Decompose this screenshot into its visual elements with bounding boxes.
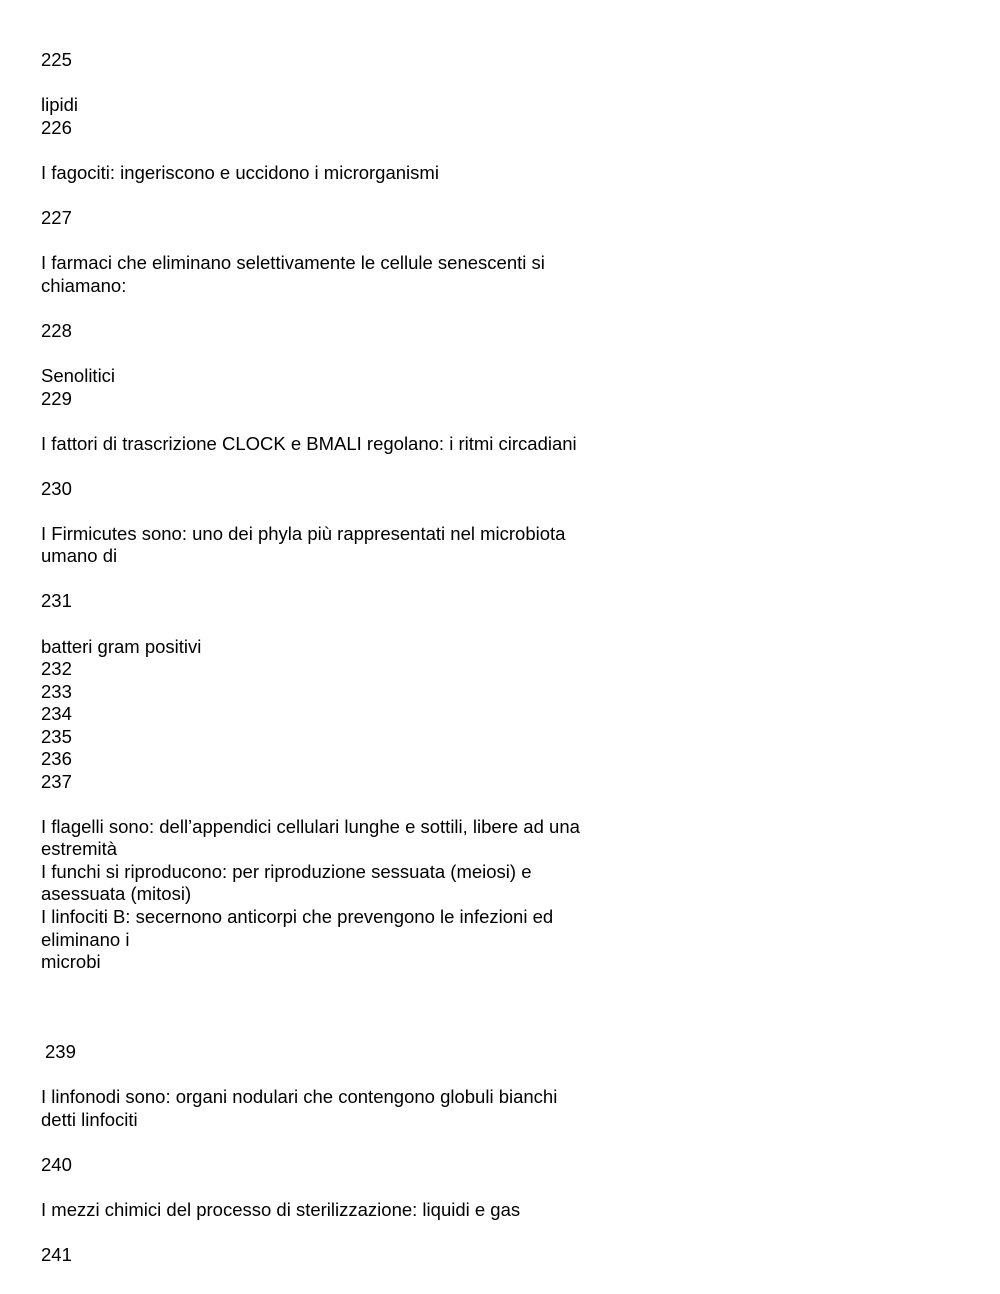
text-line: 227 <box>41 207 72 228</box>
text-line: I flagelli sono: dell’appendici cellulari lunghe e sottili, libere ad una <box>41 816 580 837</box>
text-line: I linfociti B: secernono anticorpi che prevengono le infezioni ed <box>41 906 554 927</box>
text-line: 228 <box>41 320 72 341</box>
text-line: 234 <box>41 703 72 724</box>
text-line: 226 <box>41 117 72 138</box>
text-line: I mezzi chimici del processo di sterilizzazione: liquidi e gas <box>41 1199 521 1220</box>
text-line: eliminano i <box>41 929 130 950</box>
text-line: 237 <box>41 771 72 792</box>
text-line: I fagociti: ingeriscono e uccidono i microrganismi <box>41 162 439 183</box>
text-line: chiamano: <box>41 275 127 296</box>
text-line: 233 <box>41 681 72 702</box>
text-line: 229 <box>41 388 72 409</box>
text-line: 241 <box>41 1244 72 1265</box>
text-line: umano di <box>41 545 118 566</box>
text-line: 232 <box>41 658 72 679</box>
text-line: 225 <box>41 49 72 70</box>
text-line: I linfonodi sono: organi nodulari che contengono globuli bianchi <box>41 1086 558 1107</box>
text-line: 240 <box>41 1154 72 1175</box>
text-line: I funchi si riproducono: per riproduzione sessuata (meiosi) e <box>41 861 532 882</box>
text-line: batteri gram positivi <box>41 636 202 657</box>
text-line: lipidi <box>41 94 79 115</box>
text-line: 235 <box>41 726 72 747</box>
text-line: 239 <box>45 1041 76 1062</box>
text-line: asessuata (mitosi) <box>41 883 192 904</box>
text-line: I fattori di trascrizione CLOCK e BMALI regolano: i ritmi circadiani <box>41 433 577 454</box>
text-line: I Firmicutes sono: uno dei phyla più rappresentati nel microbiota <box>41 523 566 544</box>
text-line: I farmaci che eliminano selettivamente le cellule senescenti si <box>41 252 545 273</box>
text-line: 231 <box>41 590 72 611</box>
text-line: microbi <box>41 951 101 972</box>
text-line: 236 <box>41 748 72 769</box>
text-line: Senolitici <box>41 365 116 386</box>
text-line: detti linfociti <box>41 1109 138 1130</box>
text-line: 230 <box>41 478 72 499</box>
text-line: estremità <box>41 838 118 859</box>
